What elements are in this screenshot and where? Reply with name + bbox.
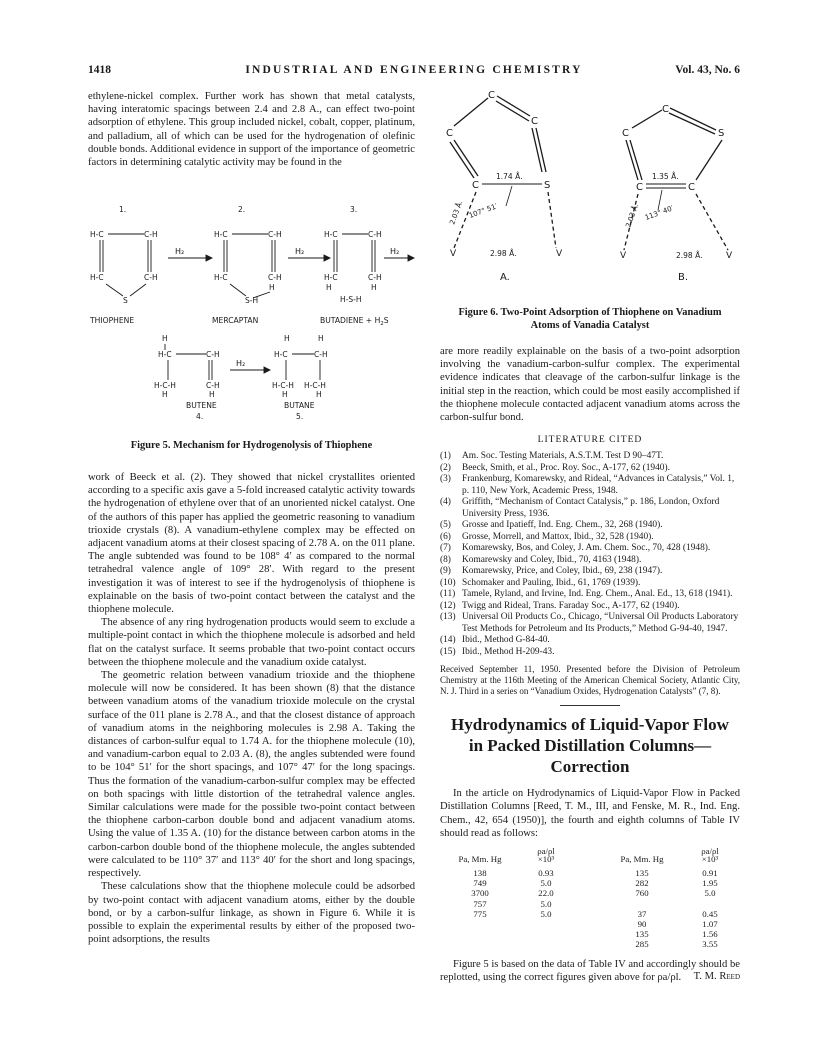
svg-text:H₂: H₂ xyxy=(390,247,400,256)
correction-title-line-3: Correction xyxy=(550,757,630,777)
panel-b-label: B. xyxy=(678,272,689,283)
svg-text:V: V xyxy=(450,249,457,259)
page-number: 1418 xyxy=(88,64,111,76)
svg-text:H-C: H-C xyxy=(90,273,104,282)
label-butadiene: BUTADIENE + $H_2S$ xyxy=(320,316,389,327)
reference-item: (14) Ibid., Method G-84-40. xyxy=(440,635,550,646)
svg-text:H-C: H-C xyxy=(214,230,228,239)
reference-item: (7) Komarewsky, Bos, and Coley, J. Am. Chem. Soc., 70, 428 (1948). xyxy=(440,543,711,554)
svg-text:H: H xyxy=(162,390,168,399)
svg-text:C-H: C-H xyxy=(314,350,328,359)
left-column-top xyxy=(88,90,415,169)
svg-text:H: H xyxy=(209,390,215,399)
table-column: 0.91 1.95 5.0 0.45 1.07 1.56 3.55 xyxy=(702,868,718,950)
panel-b-bond-length: 1.35 Å. xyxy=(652,172,679,181)
svg-text:H-C: H-C xyxy=(90,230,104,239)
two-point-adsorption-diagram xyxy=(440,80,740,290)
svg-text:H-C-H: H-C-H xyxy=(304,381,326,390)
figure-5-caption: Figure 5. Mechanism for Hydrogenolysis of Thiophene xyxy=(130,440,373,451)
svg-text:H-C-H: H-C-H xyxy=(154,381,176,390)
svg-text:C: C xyxy=(636,182,643,193)
svg-text:C-H: C-H xyxy=(368,273,382,282)
svg-text:H: H xyxy=(326,283,332,292)
panel-a-angle: 107° 51′ xyxy=(467,202,499,220)
reference-item: (11) Tamele, Ryland, and Irvine, Ind. Eng. Chem., Anal. Ed., 13, 618 (1941). xyxy=(440,589,733,600)
svg-text:H: H xyxy=(282,390,288,399)
label-butene: BUTENE xyxy=(186,401,217,410)
figure-number-5: 5. xyxy=(296,412,304,421)
hydrogenolysis-mechanism-diagram xyxy=(88,196,415,421)
svg-text:S: S xyxy=(123,296,128,305)
reference-item: (9) Komarewsky, Price, and Coley, Ibid., 69, 238 (1947). xyxy=(440,566,663,577)
svg-text:C: C xyxy=(446,128,453,139)
svg-text:S: S xyxy=(544,180,551,191)
svg-text:H-C-H: H-C-H xyxy=(272,381,294,390)
reference-item: (3) Frankenburg, Komarewsky, and Rideal, “Advances in Catalysis,” Vol. 1, p. 110, New York, Academic Press, 1948. xyxy=(440,474,735,496)
label-butane: BUTANE xyxy=(284,401,315,410)
table-col-header: ρa/ρl xyxy=(537,846,555,857)
table-column: 135 282 760 37 90 135 285 xyxy=(635,868,649,950)
svg-text:H₂: H₂ xyxy=(236,359,246,368)
paragraph: ethylene-nickel complex. Further work has shown that metal catalysts, having interatomic spacings between 2.4 and 2.8 A., can effect two-point adsorption of ethylene. This group included nickel, cobalt, copper, platinum, and palladium, all of which can be used for the hydrogenation of olefinic double bonds. Additional evidence in support of the importance of geometric factors in determining catalytic activity may be found in the xyxy=(88,91,415,169)
svg-text:C-H: C-H xyxy=(206,381,220,390)
svg-text:C: C xyxy=(662,104,669,115)
reference-list xyxy=(440,451,740,658)
right-column-body xyxy=(440,345,740,982)
svg-text:C-H: C-H xyxy=(206,350,220,359)
reference-item: (8) Komarewsky and Coley, Ibid., 70, 4163 (1948). xyxy=(440,554,642,565)
svg-text:H-C: H-C xyxy=(158,350,172,359)
svg-text:H-C: H-C xyxy=(214,273,228,282)
h2-label: H₂ xyxy=(175,247,185,256)
figure-number-3: 3. xyxy=(350,205,358,214)
table-col-header: Pa, Mm. Hg xyxy=(458,854,502,865)
journal-title: INDUSTRIAL AND ENGINEERING CHEMISTRY xyxy=(245,64,583,76)
figure-number-4: 4. xyxy=(196,412,204,421)
reference-item: (5) Grosse and Ipatieff, Ind. Eng. Chem., 32, 268 (1940). xyxy=(440,520,663,531)
correction-title-line-2: in Packed Distillation Columns— xyxy=(468,736,712,756)
svg-text:V: V xyxy=(620,251,627,261)
table-col-header: ×10³ xyxy=(701,854,719,865)
reference-item: (2) Beeck, Smith, et al., Proc. Roy. Soc., A-177, 62 (1940). xyxy=(440,462,670,473)
svg-text:V: V xyxy=(556,249,563,259)
paragraph: are more readily explainable on the basis of a two-point adsorption involving the vanadium-carbon-sulfur complex. The experimental evidence indicates that cleavage of the carbon-sulfur linkage is the initial step in the reaction, which could be most easily accomplished if the thiophene molecule contacted adjacent vanadium atoms across the carbon-sulfur bond. xyxy=(440,346,740,424)
svg-text:V: V xyxy=(726,251,733,261)
panel-a-bond-length: 1.74 Å. xyxy=(496,172,523,181)
svg-text:C: C xyxy=(688,182,695,193)
svg-text:C-H: C-H xyxy=(268,273,282,282)
svg-text:H: H xyxy=(318,334,324,343)
figure-6 xyxy=(440,80,740,331)
correction-title-line-1: Hydrodynamics of Liquid-Vapor Flow xyxy=(451,715,729,735)
svg-text:H-C: H-C xyxy=(324,230,338,239)
svg-text:C-H: C-H xyxy=(144,230,158,239)
svg-text:C: C xyxy=(622,128,629,139)
reference-item: (10) Schomaker and Pauling, Ibid., 61, 1769 (1939). xyxy=(440,577,641,588)
panel-a-vv-distance: 2.98 Å. xyxy=(490,249,517,258)
figure-number-2: 2. xyxy=(238,205,246,214)
table-column: 0.93 5.0 22.0 5.0 5.0 xyxy=(538,868,554,919)
panel-a-label: A. xyxy=(500,272,510,283)
correction-closing: Figure 5 is based on the data of Table IV and accordingly should be replotted, using the correct figures given above for ρa/ρl. xyxy=(440,959,740,984)
svg-text:H-C: H-C xyxy=(274,350,288,359)
panel-a-vc-distance: 2.03 Å. xyxy=(448,199,465,226)
label-mercaptan: MERCAPTAN xyxy=(212,316,259,325)
panel-b-angle: 113° 40′ xyxy=(643,204,675,222)
svg-text:H-C: H-C xyxy=(324,273,338,282)
svg-text:H: H xyxy=(162,334,168,343)
correction-table xyxy=(440,846,740,954)
reference-item: (13) Universal Oil Products Co., Chicago, “Universal Oil Products Laboratory Test Methods for Petroleum and Its Products,” Method G-94-40, 1947. xyxy=(440,612,739,634)
svg-text:C: C xyxy=(472,180,479,191)
label-thiophene: THIOPHENE xyxy=(90,316,135,325)
svg-text:H: H xyxy=(284,334,290,343)
correction-intro: In the article on Hydrodynamics of Liquid-Vapor Flow in Packed Distillation Columns [Reed, T. M., III, and Fenske, M. R., Ind. Eng. Chem., 42, 654 (1950)], the fourth and eighth columns of Table IV should read as follows: xyxy=(440,788,740,839)
svg-text:H-S-H: H-S-H xyxy=(340,295,362,304)
figure-number-1: 1. xyxy=(119,205,127,214)
paragraph: work of Beeck et al. (2). They showed that nickel crystallites oriented according to a specific axis gave a 5-fold increased catalytic activity towards the hydrogenation of ethylene over that of an unoriented nickel catalyst. One of the authors of this paper has applied the geometric reasoning to vanadium trioxide crystals (8). A vanadium-ethylene complex may be effected on adjacent vanadium atoms at their closest spacing of 2.78 A. on the 011 plane. The angle subtended was found to be 108° 4′ as compared to the normal tetrahedral valence angle of 109° 28′. With regard to the present investigation it was of interest to see if the hydrogenolysis of thiophene is explainable on the basis of two-point contact between the catalyst and the thiophene molecule. xyxy=(88,472,415,616)
reference-item: (4) Griffith, “Mechanism of Contact Catalysis,” p. 186, London, Oxford University Press, 1936. xyxy=(440,497,720,519)
svg-text:C-H: C-H xyxy=(144,273,158,282)
received-note: Received September 11, 1950. Presented before the Division of Petroleum Chemistry at the 116th Meeting of the American Chemical Society, Atlantic City, N. J. Third in a series on “Vanadium Oxides, Hydrogenation Catalysts” (7, 8). xyxy=(440,664,740,697)
reference-item: (12) Twigg and Rideal, Trans. Faraday Soc., A-177, 62 (1940). xyxy=(440,600,680,611)
svg-text:H: H xyxy=(316,390,322,399)
running-header xyxy=(88,64,740,80)
svg-text:H: H xyxy=(371,283,377,292)
svg-text:C-H: C-H xyxy=(268,230,282,239)
table-col-header: Pa, Mm. Hg xyxy=(620,854,664,865)
reference-item: (6) Grosse, Morrell, and Mattox, Ibid., 32, 528 (1940). xyxy=(440,531,654,542)
panel-b-vv-distance: 2.98 Å. xyxy=(676,251,703,260)
section-divider xyxy=(560,705,620,706)
reference-item: (1) Am. Soc. Testing Materials, A.S.T.M. Test D 90–47T. xyxy=(440,451,664,462)
reference-item: (15) Ibid., Method H-209-43. xyxy=(440,646,555,657)
svg-text:C: C xyxy=(488,90,495,101)
figure-5 xyxy=(88,196,415,451)
volume-issue: Vol. 43, No. 6 xyxy=(675,64,740,76)
table-col-header: ×10³ xyxy=(537,854,555,865)
literature-heading: LITERATURE CITED xyxy=(537,434,643,446)
svg-text:H₂: H₂ xyxy=(295,247,305,256)
table-col-header: ρa/ρl xyxy=(701,846,719,857)
paragraph: These calculations show that the thiophene molecule could be adsorbed by two-point contact with adjacent vanadium atoms, either by the double bond, or by a carbon-sulfur linkage, as shown in Figure 6. While it is possible to explain the experimental results by either of the proposed two-point adsorptions, the results xyxy=(88,881,415,946)
svg-text:C-H: C-H xyxy=(368,230,382,239)
svg-text:S-H: S-H xyxy=(245,296,259,305)
panel-b-vc-distance: 2.03 Å. xyxy=(624,202,641,229)
svg-text:H: H xyxy=(269,283,275,292)
svg-text:S: S xyxy=(718,128,725,139)
paragraph: The absence of any ring hydrogenation products would seem to exclude a multiple-point contact in which the thiophene molecule is adsorbed and held flat on the catalyst surface. It seems probable that two-point contact occurs between the thiophene molecule and the vanadium oxide catalyst. xyxy=(88,617,415,668)
paragraph: The geometric relation between vanadium trioxide and the thiophene molecule will now be considered. It has been shown (8) that the distance between vanadium atoms of the vanadium trioxide molecule on the crystal surface of the 011 plane is 2.78 A., and that the closest distance of approach of vanadium atoms in the neighboring molecules is 2.98 A. Taking the distances of carbon-sulfur equal to 1.74 A. for the thiophene molecule (10), and vanadium-carbon equal to 2.03 A. (8), the angles subtended were found to be 104° 51′ for the short spacings, and 107° 47′ for the long spacings. Thus the formation of the vanadium-carbon-sulfur complex may be effected on both spacings with little distortion of the tetrahedral valence angles. Similar calculations were made for the possible two-point contact between the thiophene carbon-carbon double bond and adjacent vanadium atoms. Using the value of 1.35 A. (10) for the distance between carbon atoms in the carbon-carbon double bond of the thiophene molecule, the angles subtended were calculated to be 110° 37′ and 113° 40′ for the short and long spacings, respectively. xyxy=(88,670,415,880)
figure-6-caption: Figure 6. Two-Point Adsorption of Thiophene on Vanadium Atoms of Vanadia Catalyst xyxy=(458,307,722,331)
table-column: 138 749 3700 757 775 xyxy=(471,868,489,919)
svg-text:C: C xyxy=(531,116,538,127)
left-column-body xyxy=(88,471,415,946)
signature: T. M. Reed xyxy=(693,971,740,983)
